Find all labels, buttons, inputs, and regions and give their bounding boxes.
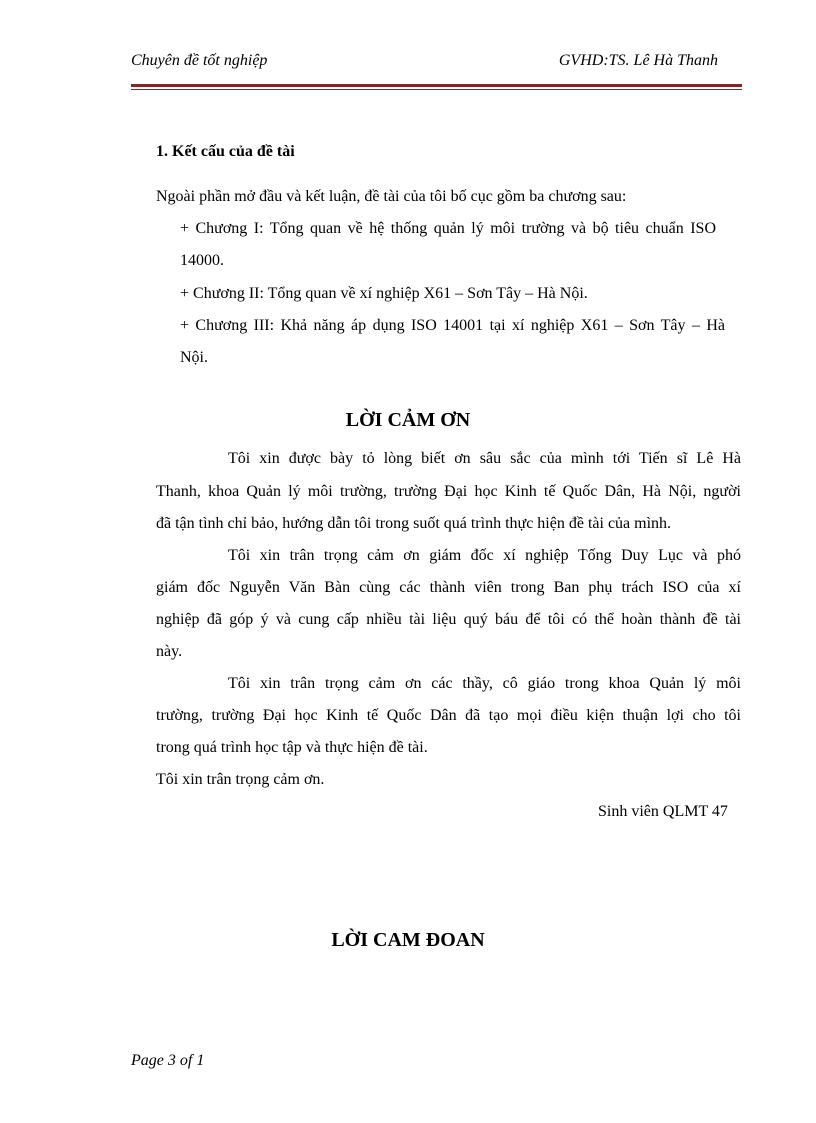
- thanks-p2-line-3: nghiệp đã góp ý và cung cấp nhiều tài liệu quý báu để tôi có thể hoàn thành đề tài: [156, 611, 741, 628]
- section-heading: 1. Kết cấu của đề tài: [156, 143, 295, 160]
- page-footer: Page 3 of 1: [131, 1052, 205, 1069]
- chapter-item-2-line-1: + Chương II: Tổng quan về xí nghiệp X61 – Sơn Tây – Hà Nội.: [180, 285, 588, 302]
- thanks-closing: Tôi xin trân trọng cảm ơn.: [156, 771, 325, 788]
- thanks-p2-line-4: này.: [156, 643, 183, 660]
- thanks-p1-line-2: Thanh, khoa Quản lý môi trường, trường Đại học Kinh tế Quốc Dân, Hà Nội, người: [156, 483, 741, 500]
- thanks-p3-line-2: trường, trường Đại học Kinh tế Quốc Dân đã tạo mọi điều kiện thuận lợi cho tôi: [156, 707, 741, 724]
- signature: Sinh viên QLMT 47: [598, 803, 728, 820]
- thanks-p2-line-2: giám đốc Nguyễn Văn Bàn cùng các thành viên trong Ban phụ trách ISO của xí: [156, 579, 741, 596]
- thanks-p3-line-1: Tôi xin trân trọng cảm ơn các thầy, cô giáo trong khoa Quản lý môi: [228, 675, 741, 692]
- header-right-text: GVHD:TS. Lê Hà Thanh: [558, 52, 718, 69]
- page-header: [131, 50, 742, 76]
- chapter-item-3-line-1: + Chương III: Khả năng áp dụng ISO 14001 tại xí nghiệp X61 – Sơn Tây – Hà: [180, 317, 725, 334]
- header-rule-thin: [131, 89, 742, 90]
- thanks-p1-line-1: Tôi xin được bày tỏ lòng biết ơn sâu sắc của mình tới Tiến sĩ Lê Hà: [228, 450, 741, 467]
- section-intro: Ngoài phần mở đầu và kết luận, đề tài của tôi bố cục gồm ba chương sau:: [156, 188, 627, 205]
- chapter-item-1-line-2: 14000.: [180, 252, 224, 269]
- pledge-title: LỜI CAM ĐOAN: [331, 929, 485, 951]
- thanks-p2-line-1: Tôi xin trân trọng cảm ơn giám đốc xí nghiệp Tống Duy Lục và phó: [228, 547, 741, 564]
- thanks-p3-line-3: trong quá trình học tập và thực hiện đề tài.: [156, 739, 428, 756]
- header-left-text: Chuyên đề tốt nghiệp: [131, 52, 268, 69]
- header-rule-thick: [131, 84, 742, 87]
- chapter-item-1-line-1: + Chương I: Tổng quan về hệ thống quản lý môi trường và bộ tiêu chuẩn ISO: [180, 220, 716, 237]
- chapter-item-3-line-2: Nội.: [180, 349, 208, 366]
- thanks-title: LỜI CẢM ƠN: [345, 409, 471, 431]
- thanks-p1-line-3: đã tận tình chỉ bảo, hướng dẫn tôi trong suốt quá trình thực hiện đề tài của mình.: [156, 515, 672, 532]
